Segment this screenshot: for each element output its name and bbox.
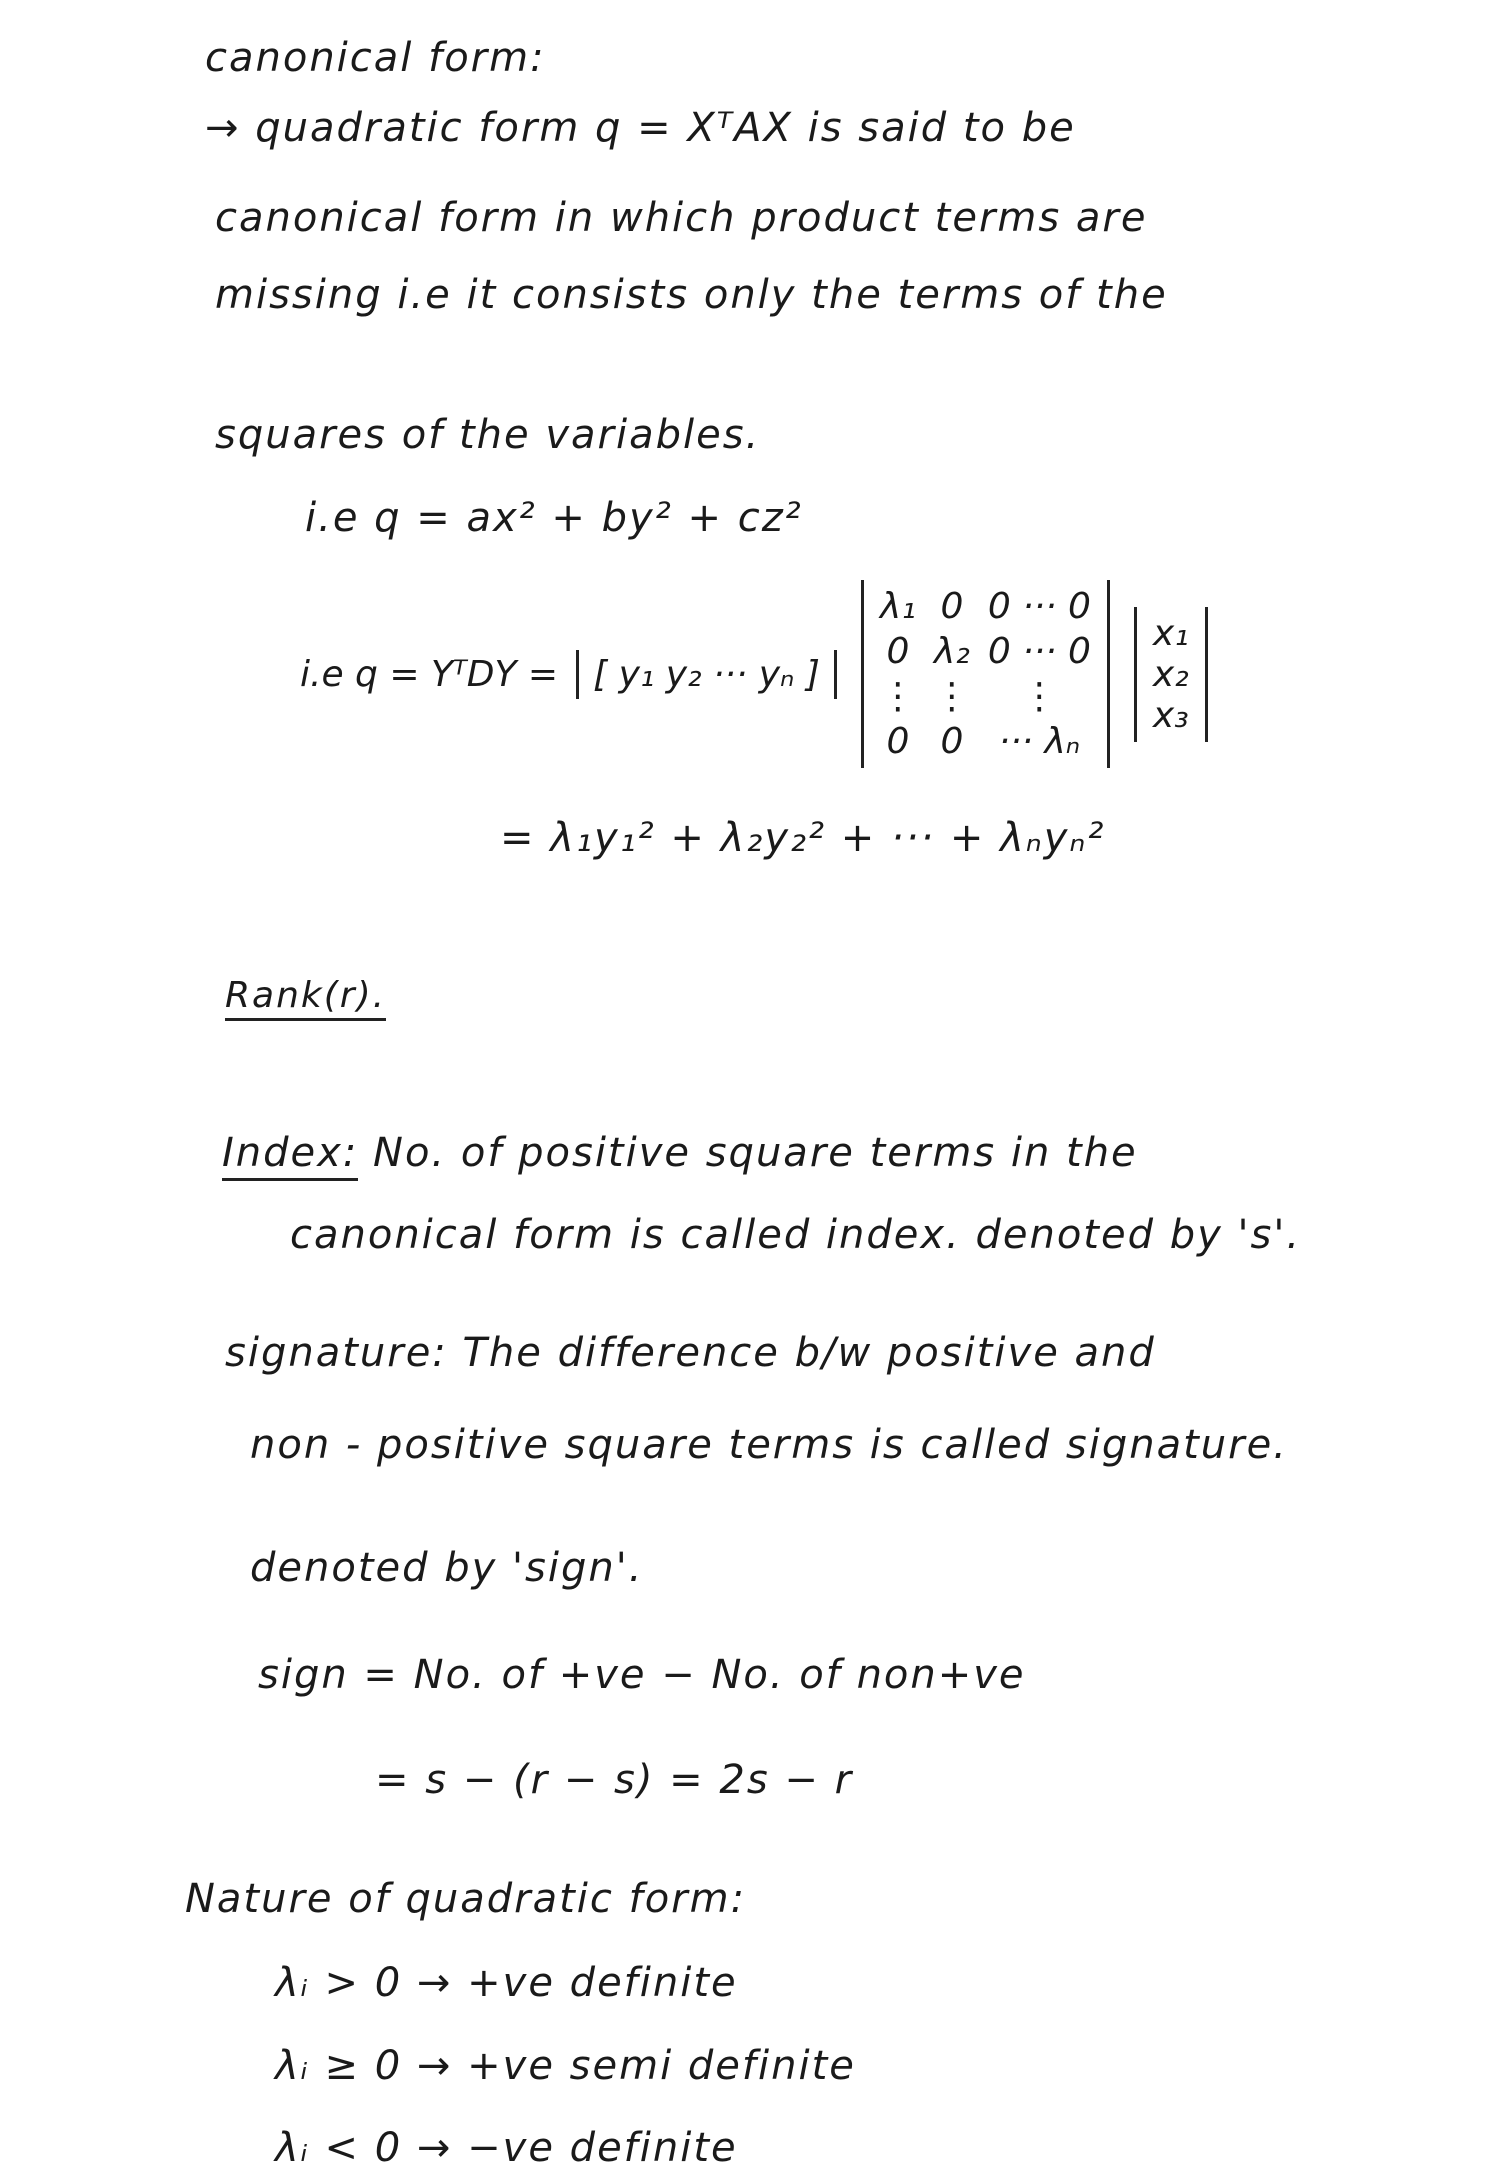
- vector-cell: x₂: [1152, 653, 1189, 695]
- definition-line: canonical form in which product terms are: [215, 195, 1148, 241]
- matrix-cell: λ₁: [880, 586, 916, 627]
- column-vector: [1134, 607, 1208, 742]
- vector-cell: x₁: [1152, 612, 1189, 654]
- matrix-cell: ⋮: [1021, 676, 1058, 717]
- nature-item: λᵢ < 0 → −ve definite: [275, 2125, 738, 2171]
- matrix-cell: λ₂: [934, 631, 970, 672]
- sign-formula: sign = No. of +ve − No. of non+ve: [258, 1652, 1026, 1698]
- nature-item: λᵢ > 0 → +ve definite: [275, 1960, 738, 2006]
- expansion-equation: = λ₁y₁² + λ₂y₂² + ··· + λₙyₙ²: [500, 815, 1106, 861]
- row-vector: [ y₁ y₂ ··· yₙ ]: [576, 650, 837, 699]
- matrix-cell: 0: [940, 721, 964, 762]
- matrix-cell: 0 ··· 0: [987, 631, 1091, 672]
- index-label: Index:: [222, 1130, 358, 1181]
- matrix-cell: ⋮: [933, 676, 970, 717]
- index-text-line: canonical form is called index. denoted by 's'.: [290, 1212, 1302, 1258]
- matrix-cell: 0: [940, 586, 964, 627]
- index-definition: [222, 1130, 1138, 1176]
- matrix-cell: 0 ··· 0: [987, 586, 1091, 627]
- definition-line: squares of the variables.: [215, 412, 761, 458]
- matrix-cell: 0: [886, 721, 910, 762]
- matrix-cell: ⋮: [879, 676, 916, 717]
- sign-formula-result: = s − (r − s) = 2s − r: [375, 1757, 854, 1803]
- rank-heading: Rank(r).: [225, 975, 386, 1021]
- signature-definition: [225, 1330, 1156, 1376]
- heading-canonical-form: canonical form:: [205, 35, 546, 81]
- matrix-cell: 0: [886, 631, 910, 672]
- definition-line: → quadratic form q = XᵀAX is said to be: [205, 105, 1076, 151]
- signature-text: The difference b/w positive and: [462, 1330, 1156, 1376]
- nature-item: λᵢ ≥ 0 → +ve semi definite: [275, 2043, 856, 2089]
- signature-text-line: denoted by 'sign'.: [250, 1545, 644, 1591]
- definition-line: missing i.e it consists only the terms of the: [215, 272, 1168, 318]
- matrix-cell: ··· λₙ: [998, 721, 1081, 762]
- matrix-equation: [300, 580, 1208, 768]
- signature-label: signature:: [225, 1330, 448, 1376]
- equation-lhs: i.e q = YᵀDY =: [300, 653, 559, 695]
- example-equation: i.e q = ax² + by² + cz²: [305, 495, 803, 541]
- signature-text-line: non - positive square terms is called signature.: [250, 1422, 1288, 1468]
- vector-cell: x₃: [1152, 694, 1189, 736]
- nature-heading: Nature of quadratic form:: [185, 1876, 747, 1922]
- diagonal-matrix: [861, 580, 1110, 768]
- index-text: No. of positive square terms in the: [373, 1130, 1138, 1176]
